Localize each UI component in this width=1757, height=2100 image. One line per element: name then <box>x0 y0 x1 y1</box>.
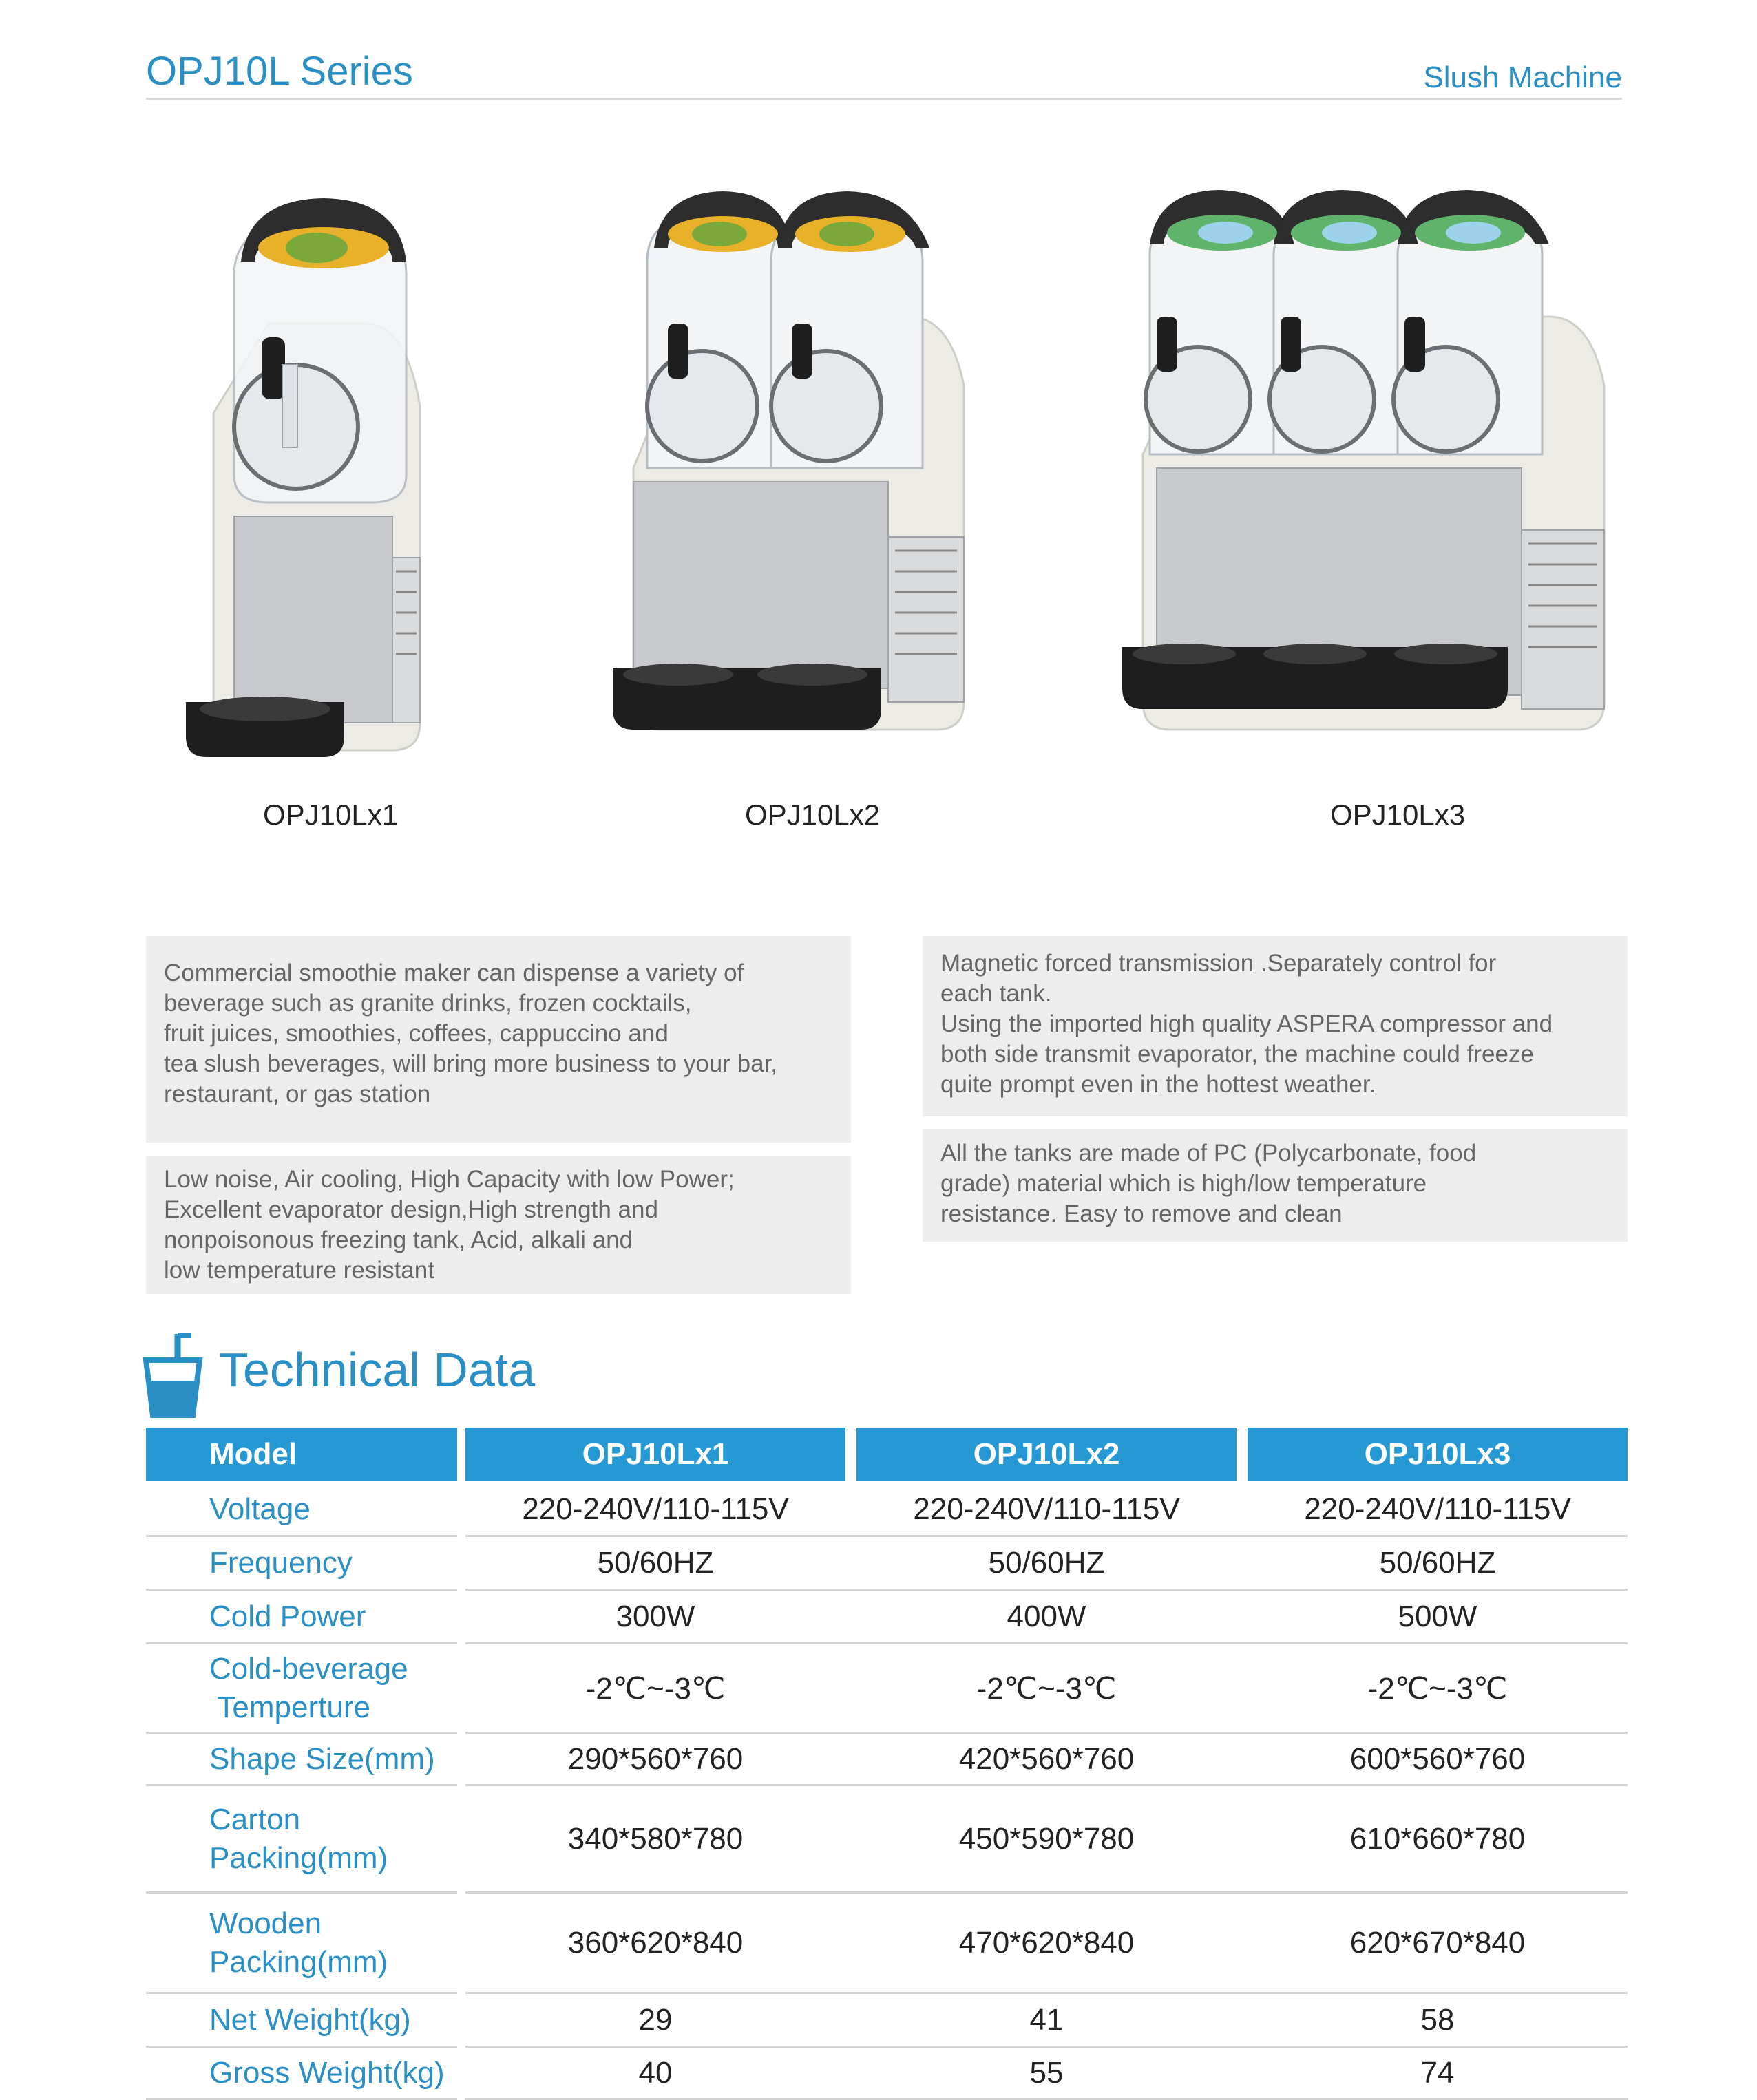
feature-line: tea slush beverages, will bring more business to your bar, <box>164 1050 778 1077</box>
row-label <box>146 2048 457 2098</box>
feature-line: Commercial smoothie maker can dispense a variety of <box>164 959 744 986</box>
series-title: OPJ10L Series <box>146 49 413 94</box>
table-cell: 600*560*760 <box>1349 1742 1526 1776</box>
row-divider <box>146 2046 457 2048</box>
row-label-line: Wooden <box>209 1907 322 1940</box>
row-divider <box>146 1784 457 1786</box>
table-cell: 220-240V/110-115V <box>522 1492 789 1526</box>
feature-line: Magnetic forced transmission .Separately control for <box>940 950 1497 977</box>
drink-cup-icon <box>142 1330 204 1423</box>
table-cell: -2℃~-3℃ <box>1367 1671 1508 1706</box>
table-cell: 450*590*780 <box>958 1822 1135 1856</box>
table-cell: 29 <box>638 2003 673 2037</box>
row-divider <box>465 1535 1628 1537</box>
feature-line: All the tanks are made of PC (Polycarbonate, food <box>940 1140 1477 1167</box>
row-label <box>146 1484 457 1535</box>
row-label-line: Voltage <box>209 1492 311 1526</box>
column-header-opj10lx3: OPJ10Lx3 <box>1248 1428 1628 1481</box>
row-label <box>146 1591 457 1642</box>
feature-box <box>146 1156 851 1294</box>
header-divider <box>146 98 1622 100</box>
feature-line: Excellent evaporator design,High strength and <box>164 1196 658 1223</box>
table-cell: 74 <box>1420 2056 1455 2090</box>
row-label-line: Cold-beverage <box>209 1652 408 1686</box>
row-label-line: Carton <box>209 1803 301 1836</box>
row-label-line: Temperture <box>209 1690 370 1724</box>
feature-line: low temperature resistant <box>164 1257 434 1284</box>
row-label-line: Cold Power <box>209 1600 366 1633</box>
table-cell: 55 <box>1029 2056 1064 2090</box>
row-divider <box>465 1992 1628 1994</box>
feature-line: quite prompt even in the hottest weather. <box>940 1071 1376 1098</box>
table-cell: -2℃~-3℃ <box>585 1671 726 1706</box>
product-label: OPJ10Lx2 <box>744 798 881 831</box>
table-cell: 220-240V/110-115V <box>913 1492 1180 1526</box>
row-divider <box>465 2046 1628 2048</box>
row-divider <box>146 1891 457 1894</box>
feature-box <box>923 1129 1628 1242</box>
feature-line: Using the imported high quality ASPERA compressor and <box>940 1010 1553 1037</box>
row-divider <box>146 1589 457 1591</box>
feature-line: restaurant, or gas station <box>164 1081 431 1107</box>
row-divider <box>465 1784 1628 1786</box>
row-label-line: Shape Size(mm) <box>209 1742 435 1776</box>
product-image-opj10lx2 <box>613 179 998 757</box>
technical-data-title: Technical Data <box>219 1343 536 1397</box>
row-divider <box>146 1642 457 1644</box>
table-cell: 470*620*840 <box>958 1926 1135 1960</box>
row-divider <box>465 1642 1628 1644</box>
feature-line: each tank. <box>940 980 1052 1007</box>
row-label-line: Packing(mm) <box>209 1945 388 1979</box>
feature-line: nonpoisonous freezing tank, Acid, alkali and <box>164 1227 633 1253</box>
table-cell: 610*660*780 <box>1349 1822 1526 1856</box>
table-cell: 290*560*760 <box>567 1742 744 1776</box>
row-label-line: Gross Weight(kg) <box>209 2056 445 2090</box>
feature-line: fruit juices, smoothies, coffees, cappuccino and <box>164 1020 669 1047</box>
table-cell: 50/60HZ <box>597 1546 714 1580</box>
product-label: OPJ10Lx3 <box>1329 798 1466 831</box>
row-divider <box>146 1732 457 1734</box>
product-image-opj10lx1 <box>186 186 475 764</box>
row-label <box>146 1538 457 1589</box>
column-header-opj10lx1: OPJ10Lx1 <box>465 1428 845 1481</box>
feature-line: beverage such as granite drinks, frozen cocktails, <box>164 990 692 1017</box>
row-divider <box>465 1589 1628 1591</box>
table-cell: 220-240V/110-115V <box>1304 1492 1571 1526</box>
row-divider <box>146 1535 457 1537</box>
table-cell: 620*670*840 <box>1349 1926 1526 1960</box>
product-image-opj10lx3 <box>1122 179 1632 750</box>
column-header-opj10lx2: OPJ10Lx2 <box>856 1428 1237 1481</box>
column-header-model: Model <box>146 1428 457 1481</box>
category-label: Slush Machine <box>1423 61 1622 94</box>
row-label-line: Frequency <box>209 1546 353 1580</box>
table-cell: 340*580*780 <box>567 1822 744 1856</box>
table-cell: 50/60HZ <box>1379 1546 1496 1580</box>
row-divider <box>465 1732 1628 1734</box>
table-cell: 360*620*840 <box>567 1926 744 1960</box>
row-label <box>146 1735 457 1784</box>
feature-line: grade) material which is high/low temperature <box>940 1170 1427 1197</box>
row-label <box>146 1645 457 1732</box>
row-label <box>146 1787 457 1891</box>
feature-box <box>923 936 1628 1116</box>
table-cell: 420*560*760 <box>958 1742 1135 1776</box>
table-cell: 50/60HZ <box>988 1546 1105 1580</box>
row-label <box>146 1995 457 2046</box>
table-cell: 40 <box>638 2056 673 2090</box>
table-cell: 41 <box>1029 2003 1064 2037</box>
feature-line: both side transmit evaporator, the machine could freeze <box>940 1041 1534 1068</box>
feature-line: resistance. Easy to remove and clean <box>940 1200 1343 1227</box>
table-cell: 500W <box>1398 1600 1477 1633</box>
table-cell: 58 <box>1420 2003 1455 2037</box>
row-divider <box>146 1992 457 1994</box>
feature-box <box>146 936 851 1143</box>
table-cell: 300W <box>616 1600 695 1633</box>
row-divider <box>465 1891 1628 1894</box>
row-label <box>146 1894 457 1992</box>
row-label-line: Packing(mm) <box>209 1841 388 1875</box>
feature-line: Low noise, Air cooling, High Capacity with low Power; <box>164 1166 735 1193</box>
table-cell: -2℃~-3℃ <box>976 1671 1117 1706</box>
product-label: OPJ10Lx1 <box>262 798 399 831</box>
row-label-line: Net Weight(kg) <box>209 2003 411 2037</box>
table-cell: 400W <box>1007 1600 1086 1633</box>
